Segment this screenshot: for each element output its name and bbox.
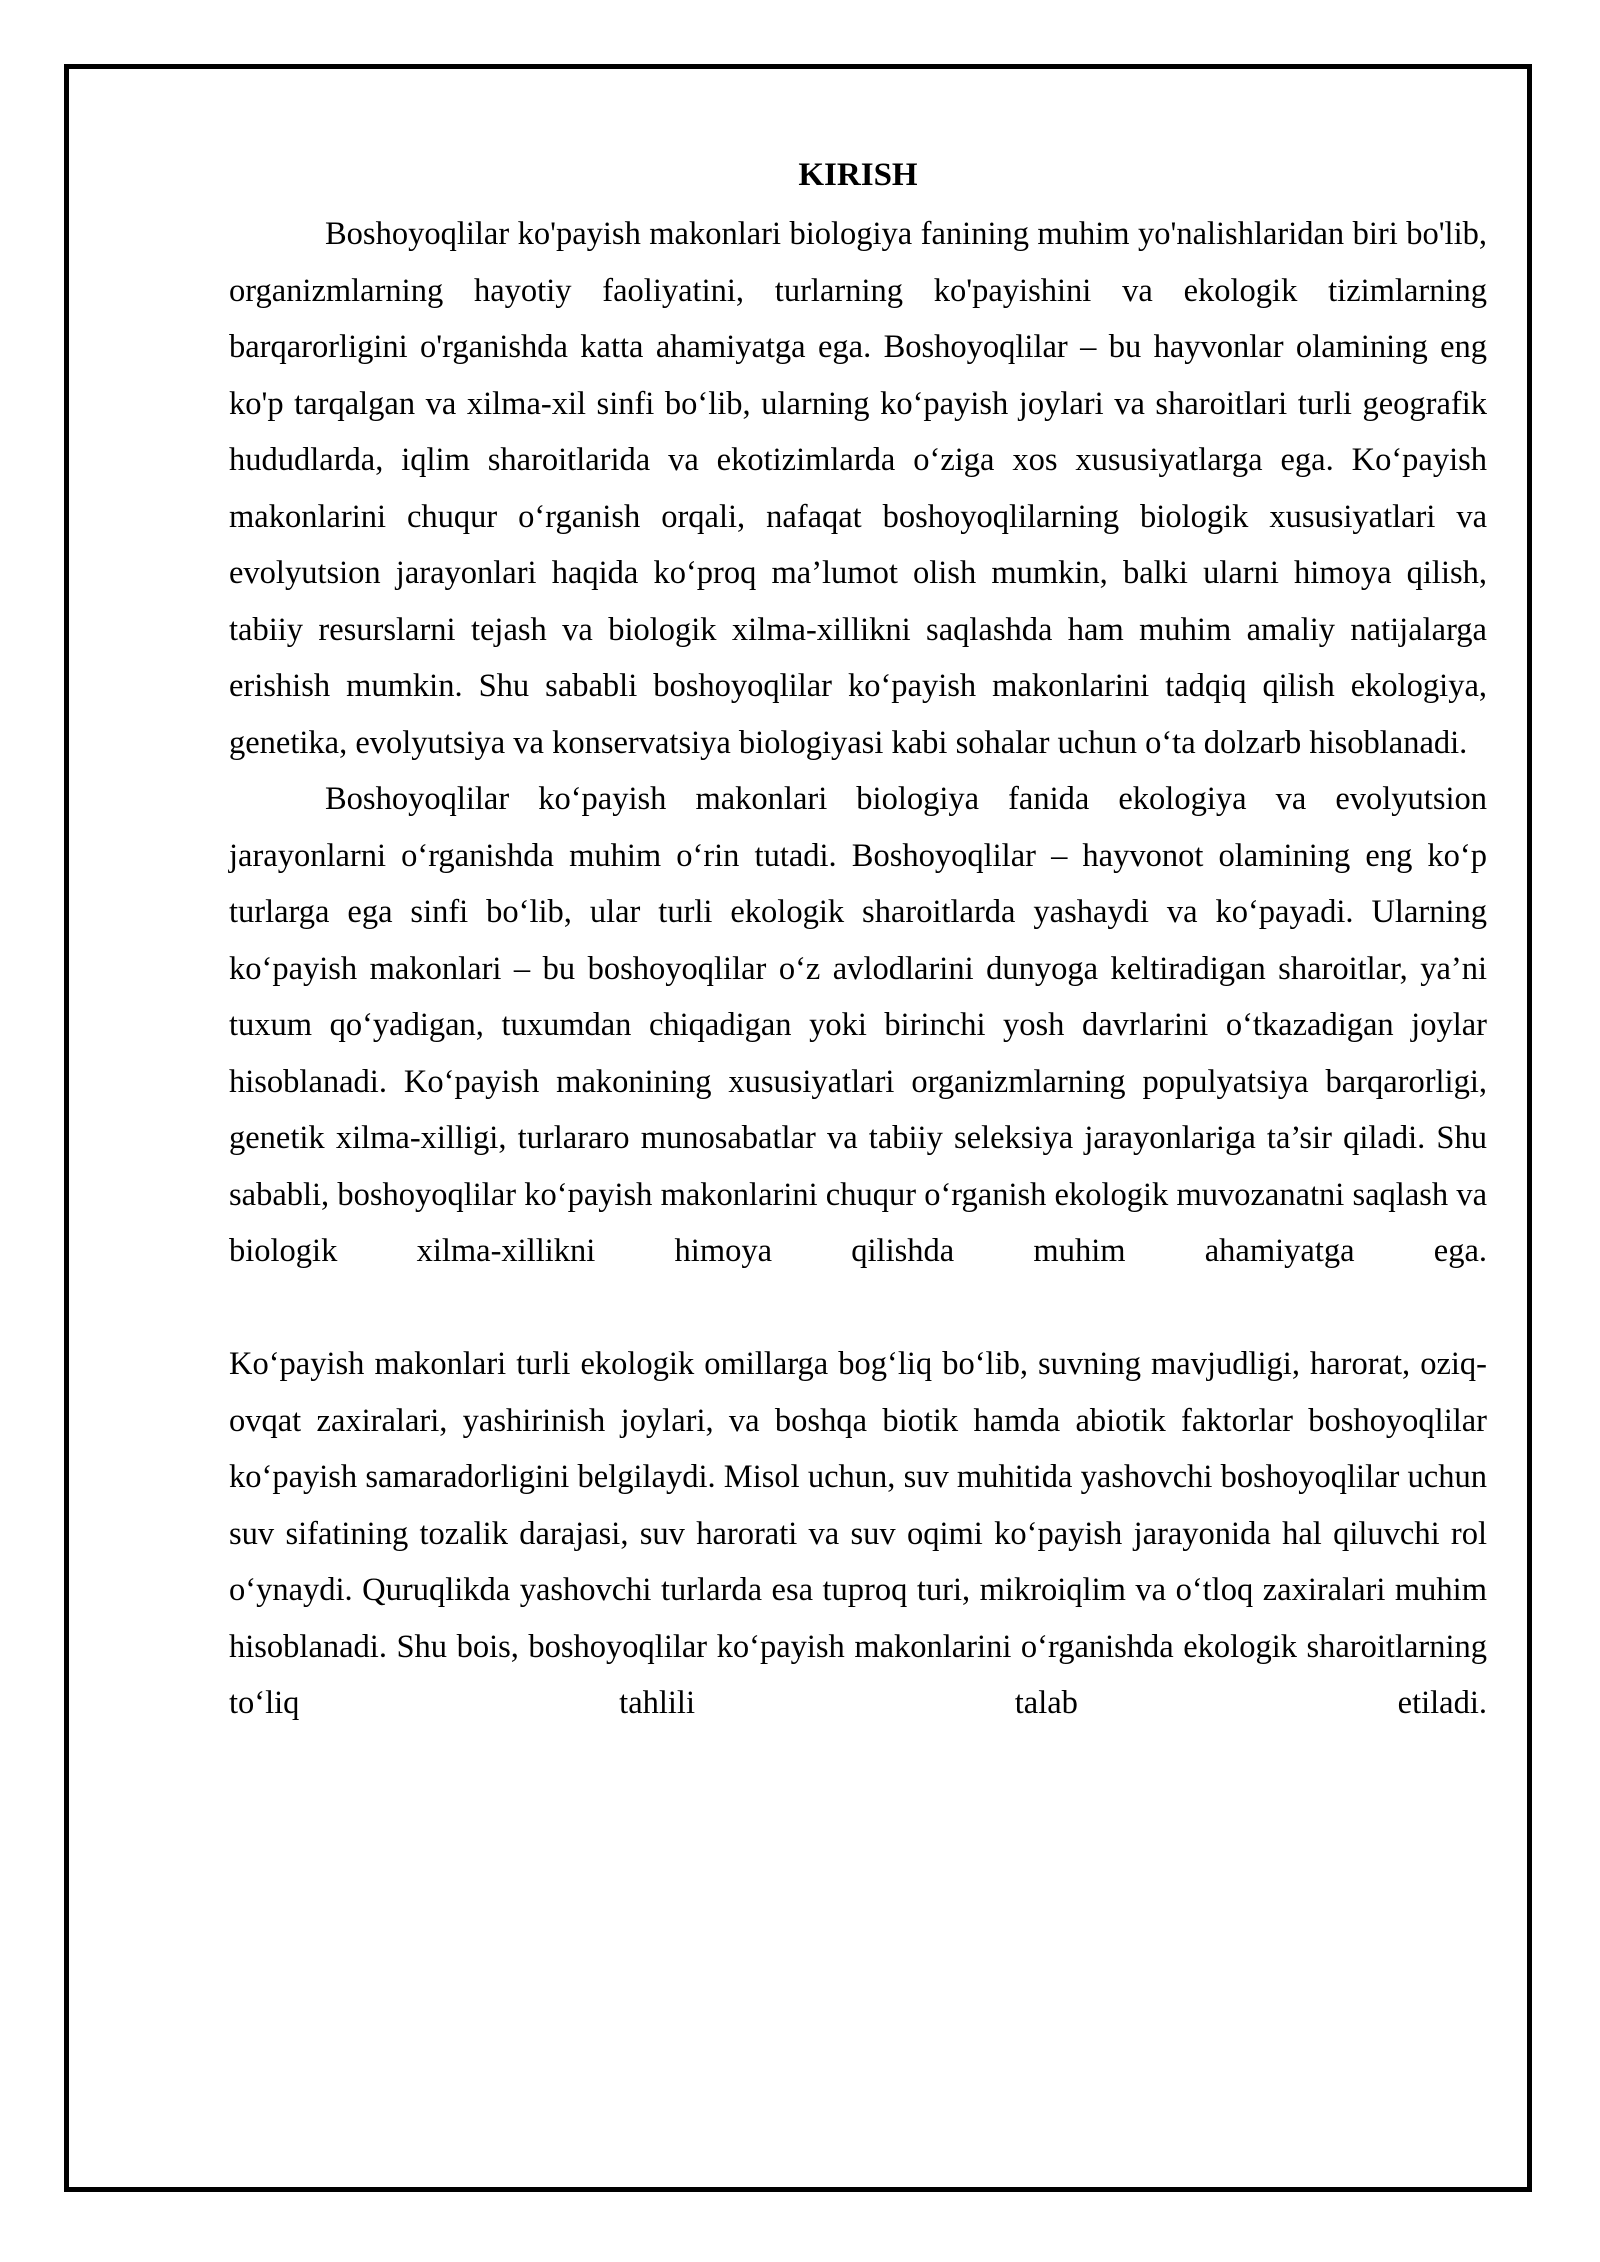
paragraph-gap xyxy=(229,1280,1487,1337)
section-heading: KIRISH xyxy=(798,157,918,193)
paragraph-2: Boshoyoqlilar ko‘payish makonlari biologiya fanida ekologiya va evolyutsion jarayonlarni o‘rganishda muhim o‘rin tutadi. Boshoyoqlilar – hayvonot olamining eng ko‘p turlarga ega sinfi bo‘lib, ular turli ekologik sharoitlarda yashaydi va ko‘payadi. Ularning ko‘payish makonlari – bu boshoyoqlilar o‘z avlodlarini dunyoga keltiradigan sharoitlar, ya’ni tuxum qo‘yadigan, tuxumdan chiqadigan yoki birinchi yosh davrlarini o‘tkazadigan joylar hisoblanadi. Ko‘payish makonining xususiyatlari organizmlarning populyatsiya barqarorligi, genetik xilma-xilligi, turlararo munosabatlar va tabiiy seleksiya jarayonlariga ta’sir qiladi. Shu sababli, boshoyoqlilar ko‘payish makonlarini chuqur o‘rganish ekologik muvozanatni saqlash va biologik xilma-xillikni himoya qilishda muhim ahamiyatga ega. xyxy=(229,781,1487,1269)
paragraph-3: Ko‘payish makonlari turli ekologik omillarga bog‘liq bo‘lib, suvning mavjudligi, harorat, oziq-ovqat zaxiralari, yashirinish joylari, va boshqa biotik hamda abiotik faktorlar boshoyoqlilar ko‘payish samaradorligini belgilaydi. Misol uchun, suv muhitida yashovchi boshoyoqlilar uchun suv sifatining tozalik darajasi, suv harorati va suv oqimi ko‘payish jarayonida hal qiluvchi rol o‘ynaydi. Quruqlikda yashovchi turlarda esa tuproq turi, mikroiqlim va o‘tloq zaxiralari muhim hisoblanadi. Shu bois, boshoyoqlilar ko‘payish makonlarini o‘rganishda ekologik sharoitlarning to‘liq tahlili talab etiladi. xyxy=(229,1346,1487,1721)
document-body xyxy=(229,150,1487,1732)
paragraph-1: Boshoyoqlilar ko'payish makonlari biologiya fanining muhim yo'nalishlaridan biri bo'lib, organizmlarning hayotiy faoliyatini, turlarning ko'payishini va ekologik tizimlarning barqarorligini o'rganishda katta ahamiyatga ega. Boshoyoqlilar – bu hayvonlar olamining eng ko'p tarqalgan va xilma-xil sinfi bo‘lib, ularning ko‘payish joylari va sharoitlari turli geografik hududlarda, iqlim sharoitlarida va ekotizimlarda o‘ziga xos xususiyatlarga ega. Ko‘payish makonlarini chuqur o‘rganish orqali, nafaqat boshoyoqlilarning biologik xususiyatlari va evolyutsion jarayonlari haqida ko‘proq ma’lumot olish mumkin, balki ularni himoya qilish, tabiiy resurslarni tejash va biologik xilma-xillikni saqlashda ham muhim amaliy natijalarga erishish mumkin. Shu sababli boshoyoqlilar ko‘payish makonlarini tadqiq qilish ekologiya, genetika, evolyutsiya va konservatsiya biologiyasi kabi sohalar uchun o‘ta dolzarb hisoblanadi. xyxy=(229,216,1487,761)
